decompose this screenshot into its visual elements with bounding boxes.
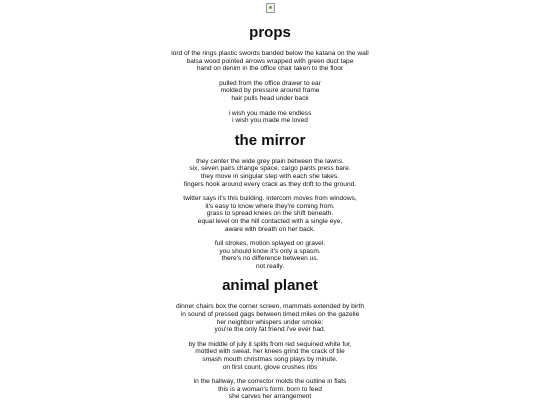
poem-line: you're the only fat friend i've ever had. — [214, 326, 326, 334]
poem-line: it's easy to know where they're coming from. — [205, 202, 335, 210]
poem-line: by the middle of july it spills from red sequined white fur, — [188, 340, 352, 348]
poem-line: in sound of pressed gags between timed miles on the gazelle — [180, 311, 360, 319]
poem-line: not really. — [255, 262, 285, 270]
poem-line: they center the wide grey plain between the lawns. — [196, 157, 344, 165]
poem-line: fingers hook around every crack as they drift to the ground. — [183, 180, 357, 188]
poem-line: hand on denim in the office chair taken to the floor — [196, 65, 344, 73]
poem-line: on first count, glove crushes ribs — [222, 363, 318, 371]
poem-line: i wish you made me endless — [228, 109, 312, 117]
poem-line: mottled with sweat. her knees grind the crack of tile — [195, 348, 345, 356]
poem-line: she carves her arrangement — [228, 393, 312, 401]
poem-stanza — [0, 341, 540, 371]
poem-stanza — [0, 110, 540, 125]
poems-content — [0, 24, 540, 401]
poem-line: you should know it's only a spasm. — [219, 247, 321, 255]
poem-line: aware with breath on her back. — [224, 225, 316, 233]
poem-line: lord of the rings plastic swords banded below the katana on the wall — [171, 50, 369, 57]
poem-stanza — [0, 195, 540, 233]
poem-stanza — [0, 378, 540, 401]
poem-line: smash mouth christmas song plays by minute. — [202, 356, 338, 364]
poem-line: i wish you made me loved — [232, 117, 308, 125]
broken-image-icon — [266, 3, 275, 13]
poem-stanza — [0, 303, 540, 333]
poem-section — [0, 277, 540, 401]
poem-line: they move in singular step with each she takes. — [200, 172, 340, 180]
poem-line: balsa wood pointed arrows wrapped with green duct tape — [186, 57, 354, 65]
poem-line: there's no difference between us. — [221, 255, 319, 263]
poem-line: molded by pressure around frame — [220, 87, 320, 95]
poem-title: animal planet — [222, 277, 318, 295]
poem-section — [0, 24, 540, 125]
poem-line: hair pulls head under back — [231, 94, 309, 102]
poem-line: this is a woman's form. born to feed — [218, 385, 322, 393]
poem-line: her neighbor whispers under smoke: — [216, 318, 324, 326]
poem-line: six, seven pairs change space. cargo pants press bare. — [189, 165, 351, 173]
poem-title: the mirror — [234, 131, 306, 149]
poem-title: props — [249, 24, 291, 41]
poem-line: pulled from the office drawer to ear — [219, 79, 321, 87]
poem-line: full strokes, motion splayed on gravel. — [214, 240, 326, 248]
poem-line: dinner chairs box the corner screen, mammals extended by birth — [175, 303, 364, 311]
poem-line: equal level on the hill contacted with a single eye, — [197, 217, 343, 225]
poem-stanza — [0, 80, 540, 103]
poem-line: twitter says it's this building. intercom moves from windows, — [183, 195, 357, 203]
poem-stanza — [0, 50, 540, 73]
poem-stanza — [0, 240, 540, 270]
poem-line: in the hallway, the corrector molds the outline in flats — [193, 378, 347, 386]
poem-line: grass to spread knees on the shift beneath. — [206, 210, 334, 218]
poem-section — [0, 132, 540, 271]
poem-stanza — [0, 158, 540, 188]
